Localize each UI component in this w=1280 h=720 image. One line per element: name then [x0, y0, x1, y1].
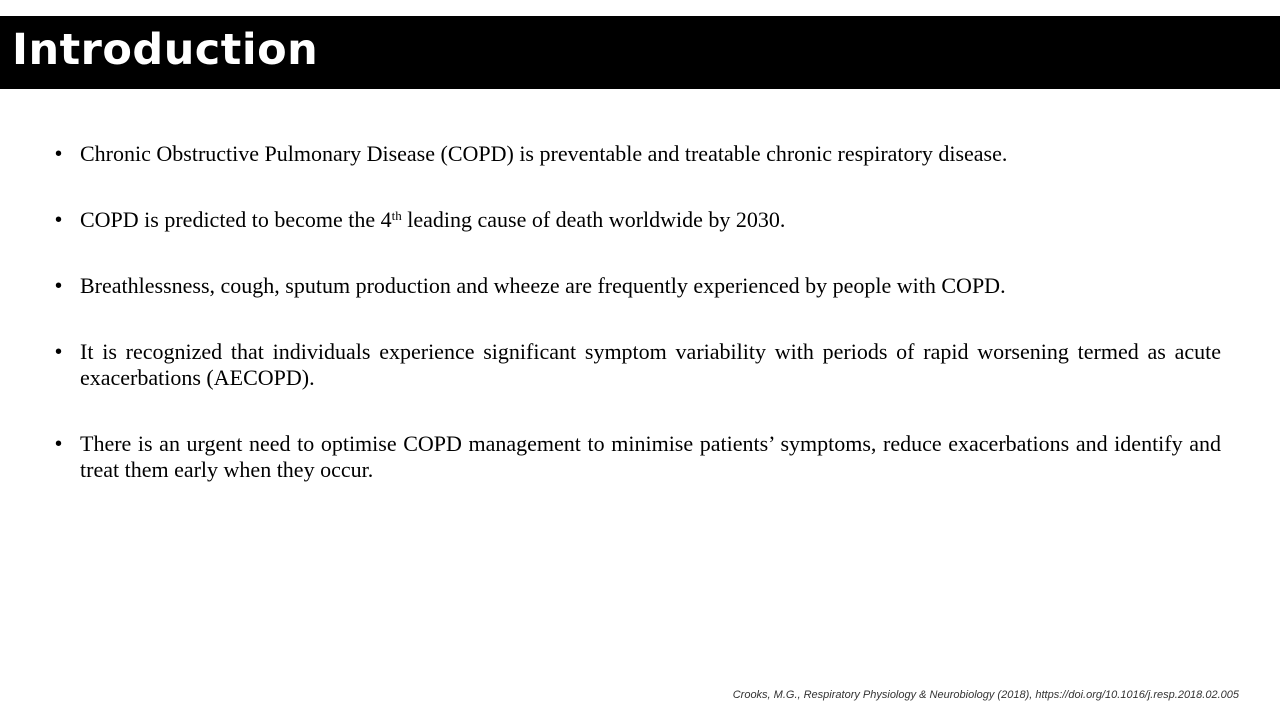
bullet-text: There is an urgent need to optimise COPD management to minimise patients’ symptoms, reduce exacerbations and identify and treat them early when they occur. — [80, 431, 1221, 482]
bullet-text: It is recognized that individuals experience significant symptom variability with periods of rapid worsening termed as acute exacerbations (AECOPD). — [80, 339, 1221, 390]
bullet-marker: • — [55, 433, 63, 455]
bullet-item — [55, 273, 1221, 299]
bullet-marker: • — [55, 341, 63, 363]
title-bar — [0, 16, 1280, 89]
bullet-text-prefix: COPD is predicted to become the 4 — [80, 207, 392, 232]
bullet-text — [80, 207, 1221, 233]
bullet-text: Chronic Obstructive Pulmonary Disease (COPD) is preventable and treatable chronic respiratory disease. — [80, 141, 1008, 166]
bullet-item — [55, 339, 1221, 391]
bullet-item — [55, 431, 1221, 483]
slide-title: Introduction — [12, 25, 319, 75]
bullet-text-suffix: leading cause of death worldwide by 2030. — [401, 207, 786, 232]
bullet-item — [55, 141, 1221, 167]
bullet-text: Breathlessness, cough, sputum production and wheeze are frequently experienced by people with COPD. — [80, 273, 1006, 298]
bullet-marker: • — [55, 143, 63, 165]
bullet-list — [55, 141, 1221, 483]
bullet-text-superscript: th — [391, 208, 402, 223]
bullet-item — [55, 207, 1221, 233]
citation: Crooks, M.G., Respiratory Physiology & Neurobiology (2018), https://doi.org/10.1016/j.resp.2018.02.005 — [732, 689, 1239, 701]
bullet-marker: • — [55, 209, 63, 231]
bullet-marker: • — [55, 275, 63, 297]
